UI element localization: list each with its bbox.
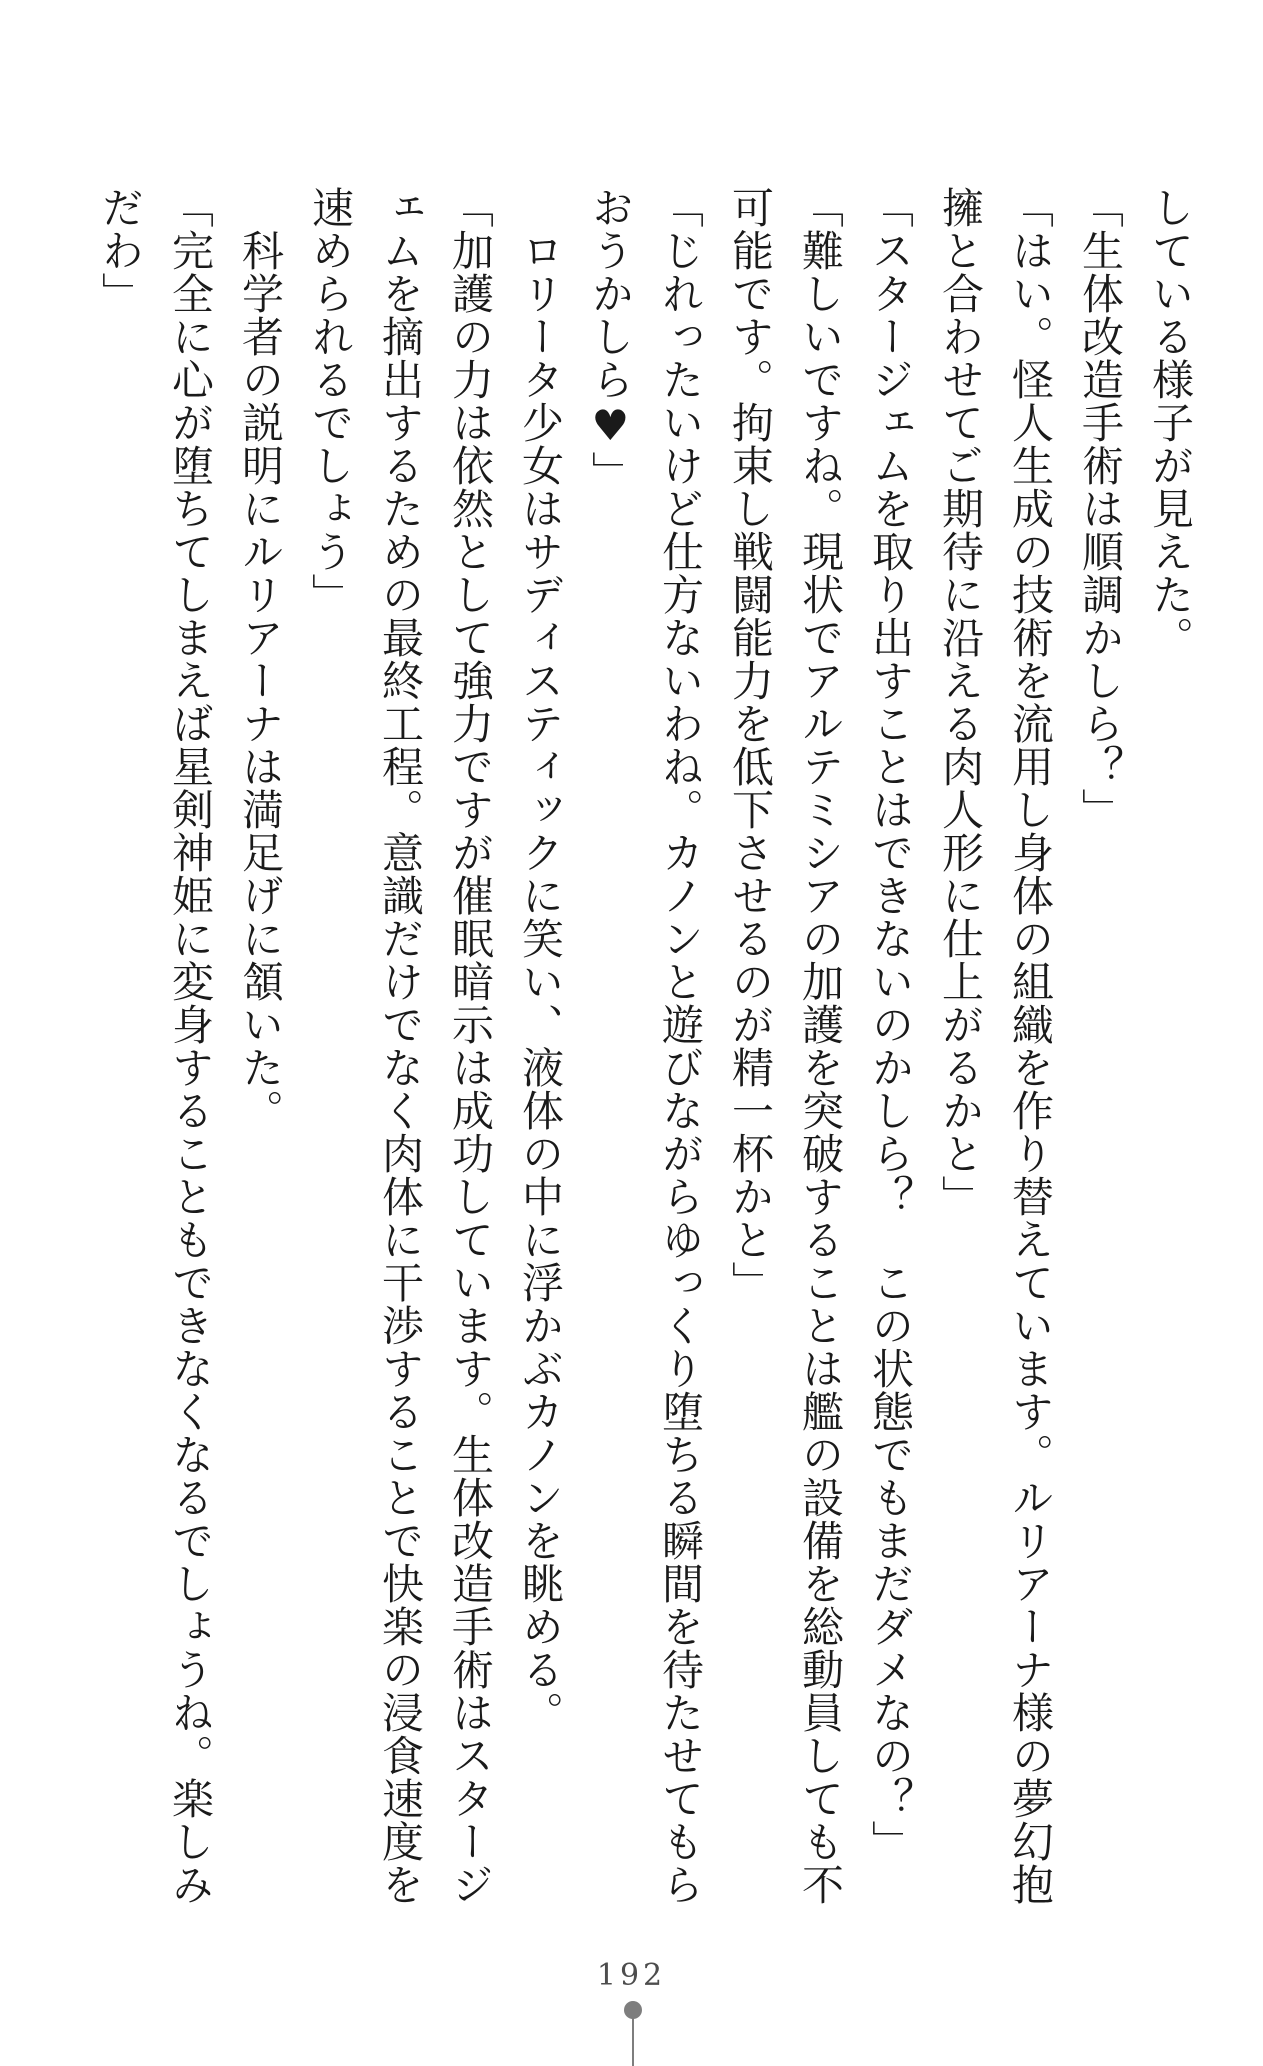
text-column: 科学者の説明にルリアーナは満足げに頷いた。 bbox=[236, 186, 285, 1132]
text-column: 「じれったいけど仕方ないわね。カノンと遊びながらゆっくり堕ちる瞬間を待たせてもら bbox=[656, 186, 705, 1906]
text-column: 「完全に心が堕ちてしまえば星剣神姫に変身することもできなくなるでしょうね。楽しみ bbox=[166, 186, 215, 1906]
page-number: 192 bbox=[596, 1958, 667, 1993]
page-footer bbox=[0, 1958, 1263, 1993]
text-column: 擁と合わせてご期待に沿える肉人形に仕上がるかと」 bbox=[936, 186, 985, 1218]
text-column: ロリータ少女はサディスティックに笑い、液体の中に浮かぶカノンを眺める。 bbox=[516, 186, 565, 1734]
text-column: 「難しいですね。現状でアルテミシアの加護を突破することは艦の設備を総動員しても不 bbox=[796, 186, 845, 1906]
text-column: だわ」 bbox=[96, 186, 145, 315]
text-column: 「はい。怪人生成の技術を流用し身体の組織を作り替えています。ルリアーナ様の夢幻抱 bbox=[1006, 186, 1055, 1906]
footer-line-marker bbox=[632, 2016, 634, 2066]
text-column: している様子が見えた。 bbox=[1146, 186, 1195, 659]
text-column: 「加護の力は依然として強力ですが催眠暗示は成功しています。生体改造手術はスタージ bbox=[446, 186, 495, 1906]
novel-text-block bbox=[85, 186, 1205, 1926]
text-column: 「生体改造手術は順調かしら？」 bbox=[1076, 186, 1125, 831]
text-column: 「スタージェムを取り出すことはできないのかしら？ この状態でもまだダメなの？」 bbox=[866, 186, 915, 1863]
text-column: 可能です。拘束し戦闘能力を低下させるのが精一杯かと」 bbox=[726, 186, 775, 1304]
text-column: ェムを摘出するための最終工程。意識だけでなく肉体に干渉することで快楽の浸食速度を bbox=[376, 186, 425, 1906]
text-column: 速められるでしょう」 bbox=[306, 186, 355, 616]
text-column: おうかしら♥」 bbox=[586, 186, 635, 494]
